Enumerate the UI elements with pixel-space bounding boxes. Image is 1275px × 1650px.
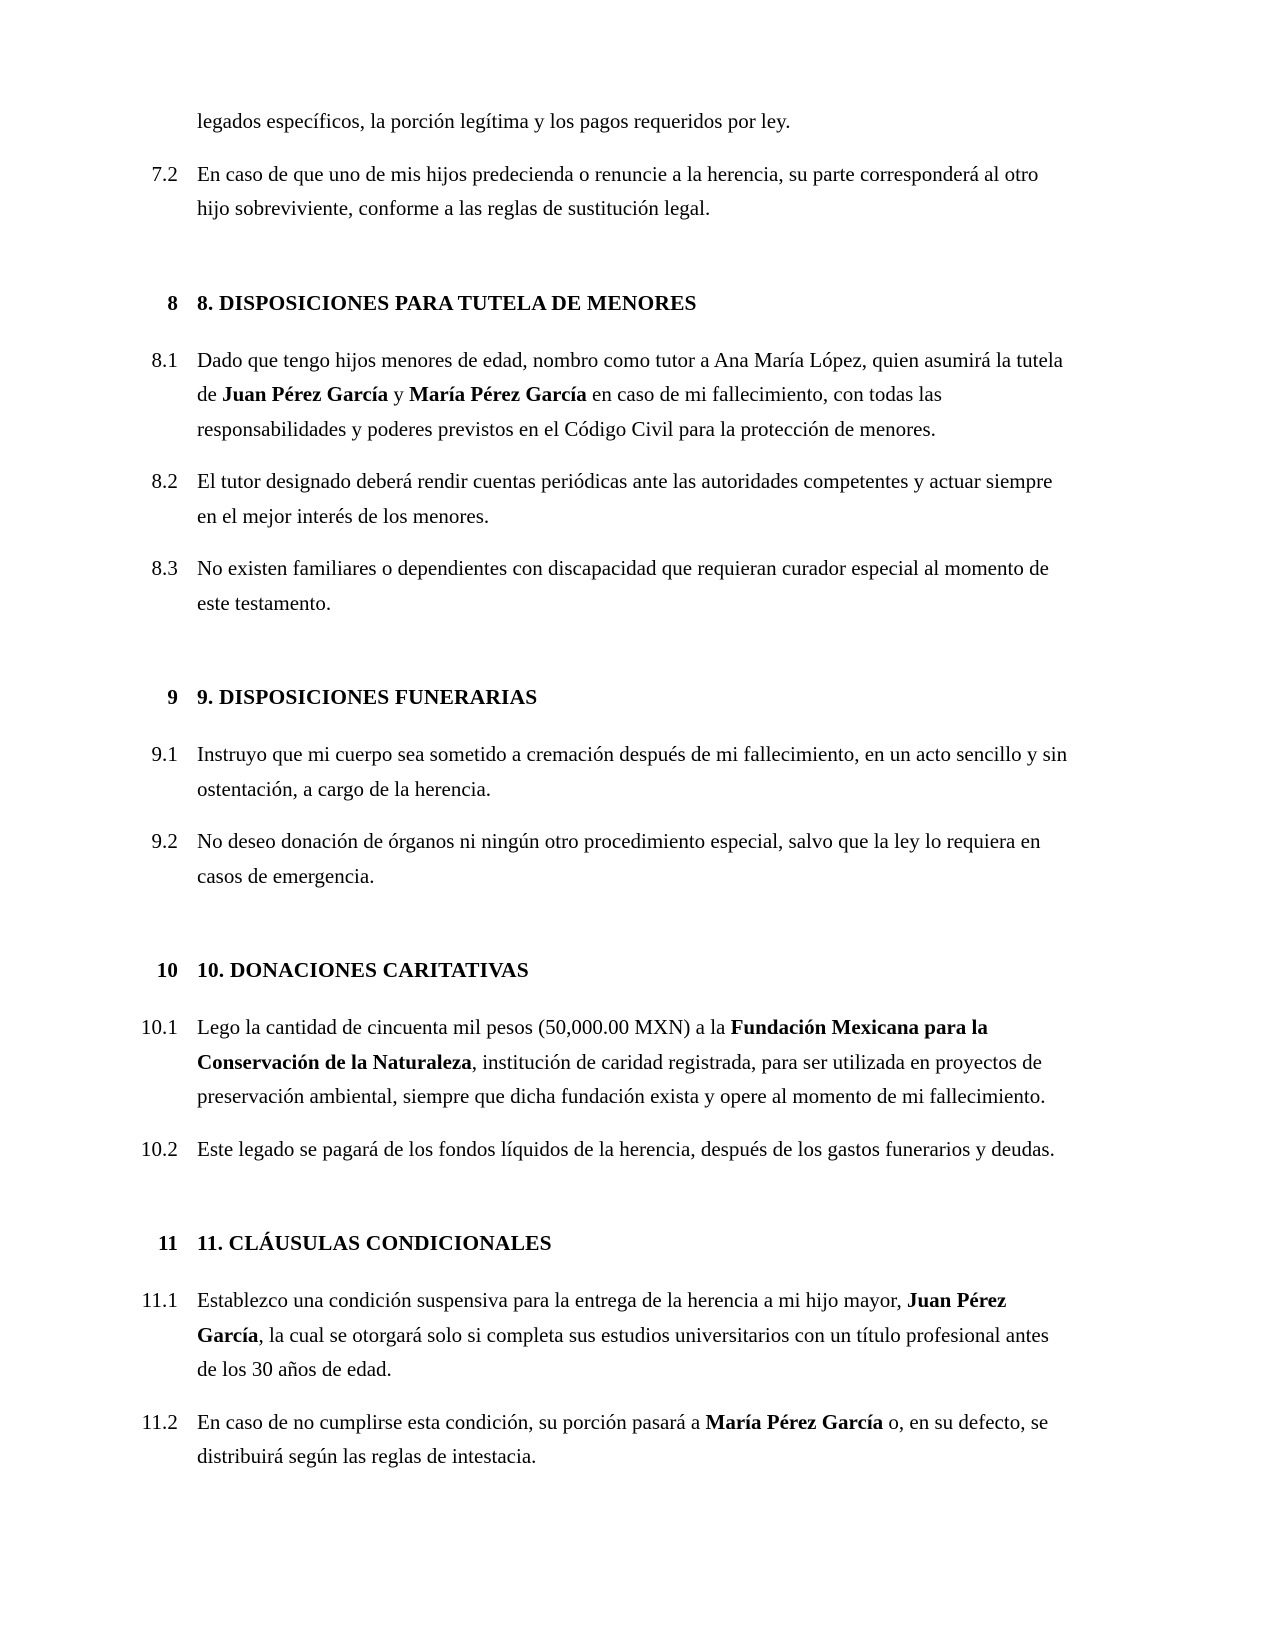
- section-spacer: [0, 1166, 1275, 1228]
- paragraph-continuation: [0, 104, 1275, 139]
- section-title: [178, 288, 1068, 319]
- section-heading: [0, 288, 1275, 319]
- emphasis-run: Juan Pérez García: [222, 382, 389, 406]
- clause-text: [178, 1283, 1068, 1387]
- emphasis-run: 8. DISPOSICIONES PARA TUTELA DE MENORES: [197, 290, 697, 315]
- text-run: Establezco una condición suspensiva para la entrega de la herencia a mi hijo mayor,: [197, 1288, 907, 1312]
- clause-paragraph: [0, 824, 1275, 893]
- section-title: [178, 682, 1068, 713]
- emphasis-run: 9. DISPOSICIONES FUNERARIAS: [197, 685, 538, 709]
- clause-text: [178, 551, 1068, 620]
- clause-number: 10.1: [140, 1015, 178, 1039]
- clause-text: [178, 343, 1068, 447]
- section-number: 10: [156, 958, 178, 982]
- text-run: Lego la cantidad de cincuenta mil pesos (50,000.00 MXN) a la: [197, 1015, 731, 1039]
- paragraph-spacer: [0, 1387, 1275, 1405]
- emphasis-run: 10. DONACIONES CARITATIVAS: [197, 958, 529, 982]
- text-run: En caso de no cumplirse esta condición, su porción pasará a: [197, 1409, 706, 1434]
- document-body: [0, 104, 1275, 1474]
- clause-text: [178, 824, 1068, 893]
- section-spacer: [0, 226, 1275, 288]
- clause-number: 8.2: [151, 469, 178, 493]
- clause-paragraph: [0, 1132, 1275, 1167]
- text-run: Este legado se pagará de los fondos líquidos de la herencia, después de los gastos funerarios y deudas.: [197, 1136, 1055, 1161]
- text-run: El tutor designado deberá rendir cuentas periódicas ante las autoridades competentes y actuar siempre en el mejor interés de los menores.: [197, 469, 1053, 528]
- text-run: No existen familiares o dependientes con discapacidad que requieran curador especial al momento de este testamento.: [197, 556, 1049, 615]
- clause-number: 10.2: [140, 1136, 178, 1161]
- section-heading: [0, 1228, 1275, 1259]
- clause-paragraph: [0, 1283, 1275, 1387]
- emphasis-run: María Pérez García: [705, 1409, 884, 1434]
- paragraph-spacer: [0, 806, 1275, 824]
- clause-paragraph: [0, 1405, 1275, 1474]
- text-run: , institución de caridad registrada, para ser utilizada en proyectos de preservación ambiental, siempre que dicha fundación exista y opere al momento de mi fallecimiento.: [197, 1049, 1046, 1108]
- heading-spacer: [0, 986, 1275, 1010]
- section-number: 11: [157, 1231, 178, 1255]
- section-spacer: [0, 620, 1275, 682]
- clause-text: [178, 464, 1068, 533]
- clause-number: 9.1: [151, 742, 178, 766]
- clause-number: 8.3: [151, 556, 178, 580]
- emphasis-run: Fundación Mexicana para la Conservación de la Naturaleza: [197, 1015, 988, 1074]
- text-run: Instruyo que mi cuerpo sea sometido a cremación después de mi fallecimiento, en un acto sencillo y sin ostentación, a cargo de la herencia.: [197, 742, 1068, 801]
- clause-number: 11.2: [141, 1409, 178, 1434]
- section-title: [178, 1228, 1068, 1259]
- paragraph-spacer: [0, 139, 1275, 157]
- clause-text: [178, 737, 1068, 806]
- clause-number: 9.2: [151, 829, 178, 853]
- emphasis-run: Juan Pérez García: [197, 1288, 1007, 1347]
- paragraph-spacer: [0, 533, 1275, 551]
- section-spacer: [0, 893, 1275, 955]
- paragraph-spacer: [0, 1114, 1275, 1132]
- emphasis-run: 11. CLÁUSULAS CONDICIONALES: [197, 1231, 552, 1255]
- text-run: legados específicos, la porción legítima y los pagos requeridos por ley.: [197, 109, 791, 133]
- clause-paragraph: [0, 737, 1275, 806]
- clause-text: [178, 157, 1068, 226]
- text-run: , la cual se otorgará solo si completa sus estudios universitarios con un título profesional antes de los 30 años de edad.: [197, 1322, 1049, 1381]
- heading-spacer: [0, 319, 1275, 343]
- emphasis-run: María Pérez García: [409, 382, 587, 406]
- paragraph-spacer: [0, 446, 1275, 464]
- clause-paragraph: [0, 551, 1275, 620]
- clause-text: [178, 104, 1068, 139]
- text-run: En caso de que uno de mis hijos predecienda o renuncie a la herencia, su parte corresponderá al otro hijo sobreviviente, conforme a las reglas de sustitución legal.: [197, 161, 1039, 220]
- clause-paragraph: [0, 464, 1275, 533]
- clause-text: [178, 1010, 1068, 1114]
- text-run: No deseo donación de órganos ni ningún otro procedimiento especial, salvo que la ley lo requiera en casos de emergencia.: [197, 829, 1041, 888]
- clause-paragraph: [0, 157, 1275, 226]
- text-run: en caso de mi fallecimiento, con todas las responsabilidades y poderes previstos en el Código Civil para la protección de menores.: [197, 382, 942, 441]
- text-run: y: [388, 382, 410, 406]
- section-number: 9: [167, 685, 178, 709]
- clause-paragraph: [0, 343, 1275, 447]
- heading-spacer: [0, 1259, 1275, 1283]
- text-run: o, en su defecto, se distribuirá según las reglas de intestacia.: [197, 1409, 1049, 1468]
- clause-text: [178, 1405, 1068, 1474]
- clause-number: 7.2: [151, 161, 178, 186]
- clause-number: 8.1: [151, 347, 178, 372]
- heading-spacer: [0, 713, 1275, 737]
- section-heading: [0, 955, 1275, 986]
- section-heading: [0, 682, 1275, 713]
- text-run: Dado que tengo hijos menores de edad, nombro como tutor a Ana María López, quien asumirá la tutela de: [197, 347, 1063, 406]
- section-number: 8: [167, 290, 178, 315]
- section-title: [178, 955, 1068, 986]
- clause-paragraph: [0, 1010, 1275, 1114]
- clause-text: [178, 1132, 1068, 1167]
- clause-number: 11.1: [141, 1288, 178, 1312]
